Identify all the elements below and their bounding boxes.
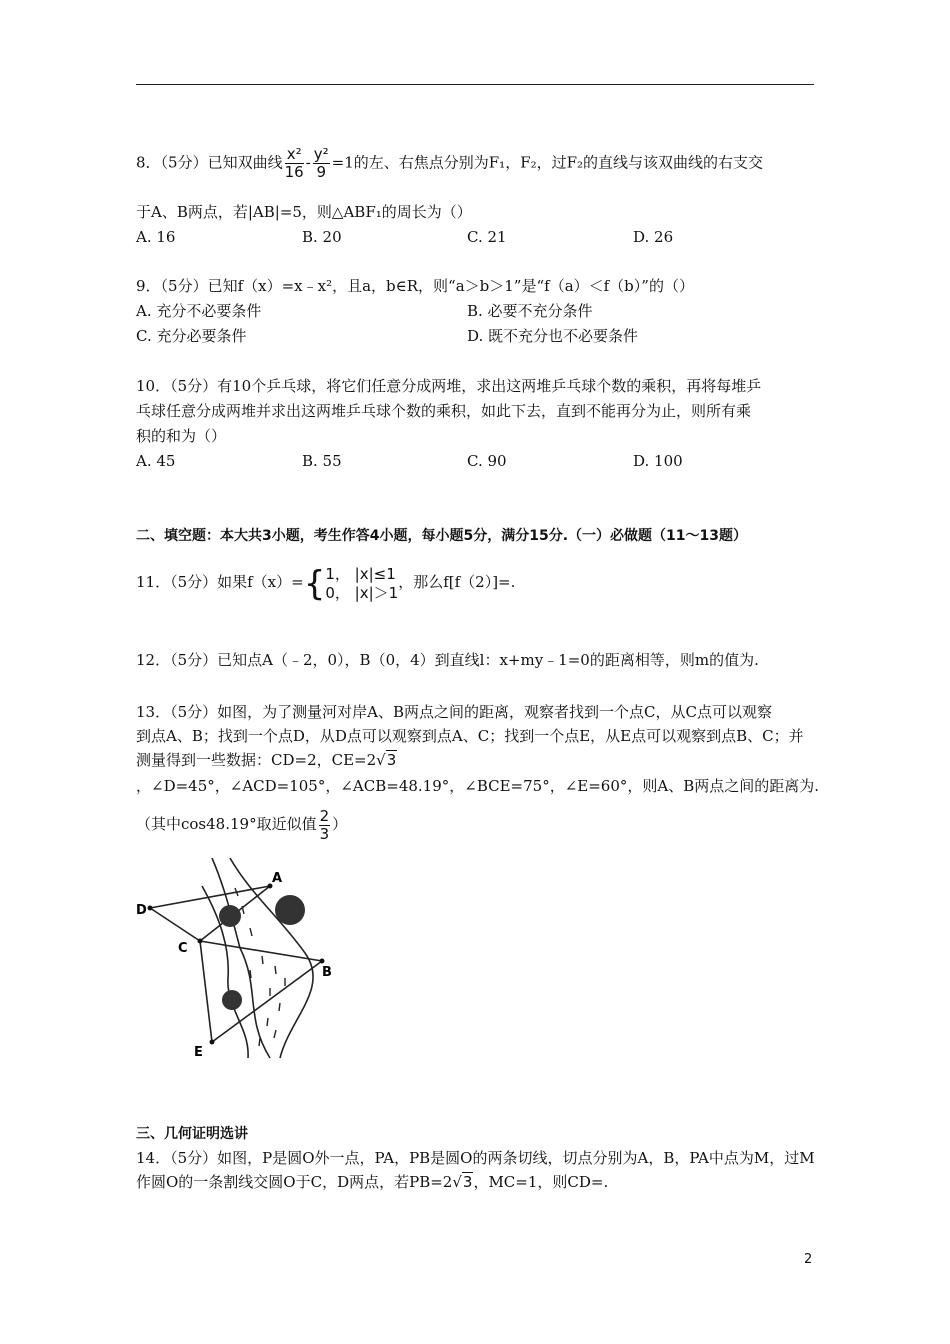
q8-suffix: =1的左、右焦点分别为F₁，F₂，过F₂的直线与该双曲线的右支交 (331, 153, 764, 172)
q10-option-b: B. 55 (302, 452, 342, 470)
q11-piecewise: { 1， |x|≤1 0， |x|＞1 (303, 563, 399, 604)
q14-sqrt: √3 (452, 1173, 473, 1191)
q11-prefix: 11．（5分）如果f（x）= (136, 573, 304, 591)
q10-line1: 10．（5分）有10个乒乓球，将它们任意分成两堆，求出这两堆乒乓球个数的乘积，再将每堆乒 (136, 377, 762, 395)
q8-line1: 8．（5分）已知双曲线 $\frac{\text{x²}}{16}$ - $\frac{\text{y²}}{9}$ =1的左、右焦点分别为F₁，F₂，过F₂的直线与该双曲线的右支交 (136, 145, 764, 181)
q11-suffix: ，那么f[f（2）]=. (398, 573, 516, 591)
q8-fraction-2: $\frac{\text{y²}}{9}$ (313, 145, 329, 181)
q8-fraction-1: $\frac{\text{x²}}{16}$ (284, 145, 304, 181)
q8-option-b: B. 20 (302, 228, 342, 246)
label-c: C (178, 941, 188, 956)
q10-line2: 乓球任意分成两堆并求出这两堆乒乓球个数的乘积，如此下去，直到不能再分为止，则所有乘 (136, 402, 752, 420)
section-3-heading: 三、几何证明选讲 (136, 1126, 248, 1142)
q10-option-c: C. 90 (467, 452, 507, 470)
tree-icon (219, 895, 305, 1010)
label-b: B (322, 965, 332, 980)
q8-prefix: 8．（5分）已知双曲线 (136, 153, 283, 172)
q13-figure (130, 858, 350, 1068)
q14-line2: 作圆O的一条割线交圆O于C，D两点，若PB=2√3，MC=1，则CD=. (136, 1173, 609, 1191)
q14-line1: 14．（5分）如图，P是圆O外一点，PA，PB是圆O的两条切线，切点分别为A，B，PA中点为M，过M (136, 1149, 815, 1167)
header-rule (136, 84, 814, 85)
q13-line5: （其中cos48.19°取近似值 $\frac{2}{3}$ ） (136, 806, 348, 843)
q13-line4: ，∠D=45°，∠ACD=105°，∠ACB=48.19°，∠BCE=75°，∠E=60°，则A、B两点之间的距离为. (136, 777, 820, 795)
q10-line3: 积的和为（） (136, 427, 227, 445)
q9-option-b: B. 必要不充分条件 (467, 302, 593, 320)
q8-option-c: C. 21 (467, 228, 507, 246)
page-number: 2 (804, 1252, 813, 1267)
label-e: E (194, 1045, 203, 1060)
q9-option-a: A. 充分不必要条件 (136, 302, 262, 320)
q10-option-a: A. 45 (136, 452, 176, 470)
q13-line3: 测量得到一些数据：CD=2，CE=2√3 (136, 751, 397, 769)
section-2-heading: 二、填空题：本大共3小题，考生作答4小题，每小题5分，满分15分.（一）必做题（11～13题） (136, 528, 747, 544)
q12-line: 12．（5分）已知点A（﹣2，0），B（0，4）到直线l：x+my﹣1=0的距离相等，则m的值为. (136, 651, 759, 669)
q8-option-d: D. 26 (633, 228, 674, 246)
q13-line1: 13．（5分）如图，为了测量河对岸A、B两点之间的距离，观察者找到一个点C，从C点可以观察 (136, 703, 772, 721)
q13-line2: 到点A、B；找到一个点D，从D点可以观察到点A、C；找到一个点E，从E点可以观察到点B、C；并 (136, 727, 804, 745)
label-a: A (272, 871, 283, 886)
q13-sqrt: √3 (376, 751, 397, 769)
q10-option-d: D. 100 (633, 452, 683, 470)
q9-option-d: D. 既不充分也不必要条件 (467, 327, 639, 345)
q8-option-a: A. 16 (136, 228, 176, 246)
q13-fraction: $\frac{2}{3}$ (319, 806, 330, 843)
q9-stem: 9．（5分）已知f（x）=x﹣x²，且a，b∈R，则“a＞b＞1”是“f（a）＜f（b）”的（） (136, 277, 694, 295)
q8-line2: 于A、B两点，若|AB|=5，则△ABF₁的周长为（） (136, 203, 472, 221)
q11-line (136, 558, 515, 607)
q9-option-c: C. 充分必要条件 (136, 327, 247, 345)
label-d: D (136, 903, 147, 918)
